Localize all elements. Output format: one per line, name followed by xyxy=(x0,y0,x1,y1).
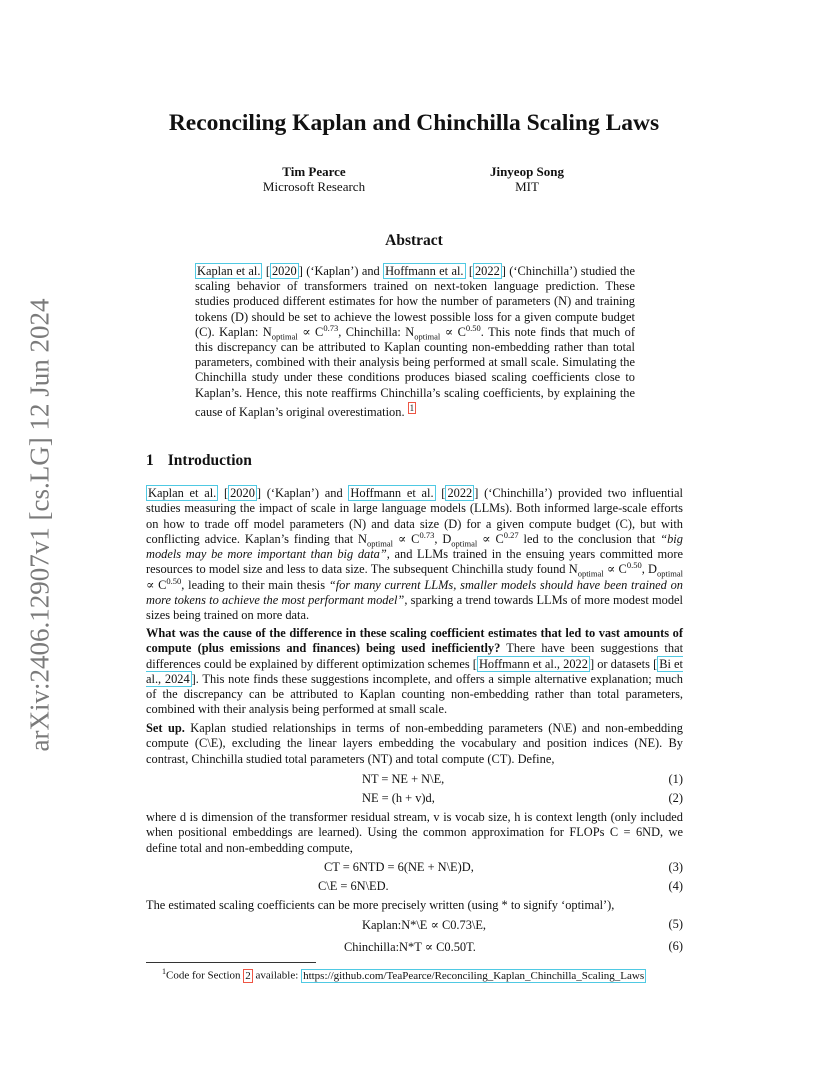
footnote-rule xyxy=(146,962,316,963)
abstract-body: Kaplan et al. [ 2020 ] (‘Kaplan’) and Hoffmann et al. [ 2022 ] (‘Chinchilla’) studied the scaling behavior of transformers trained on next-token language prediction. These studies produced different estimates for how the number of parameters (N) and training tokens (D) should be set to achieve the lowest possible loss for a given compute budget (C). Kaplan: $N_{optimal} \propto C^{0.73}$, Chinchilla: $N_{optimal} \propto C^{0.50}$. This note finds that much of this discrepancy can be attributed to Kaplan counting non-embedding rather than total parameters, combined with their analysis being performed at small scale. Simulating the Chinchilla study under these conditions produces biased scaling coefficients close to Kaplan’s. Hence, this note reaffirms Chinchilla’s scaling coefficients, by explaining the cause of Kaplan’s original overestimation. $^1$ xyxy=(195,264,636,419)
footnote: $^1$Code for Section 2 available: https://github.com/TeaPearce/Reconciling_Kaplan_Chinchilla_Scaling_Laws xyxy=(162,967,645,982)
citation-year-link[interactable]: 2020 xyxy=(271,264,297,278)
equation-number: (1) xyxy=(668,772,683,786)
quote: “big models may be more important than big data” xyxy=(146,531,683,562)
setup-paragraph: Set up. Kaplan studied relationships in terms of non-embedding parameters (N\E) and non-embedding compute (C\E), excluding the linear layers embedding the vocabulary and position indices (NE). By contrast, Chinchilla studied total parameters (NT) and total compute (CT). Define, xyxy=(146,721,683,766)
author-name: Tim Pearce xyxy=(282,164,346,179)
author-block-1 xyxy=(214,164,414,194)
equation-2: NE = (h + v)d, (2) xyxy=(362,791,683,805)
quote: “for many current LLMs, smaller models should have been trained on more tokens to achieve the most performant model” xyxy=(146,577,683,608)
setup-label: Set up. xyxy=(146,721,185,735)
footnote-mark: 1 xyxy=(162,967,166,976)
paragraph-scaling-coeffs: The estimated scaling coefficients can be more precisely written (using * to signify ‘optimal’), xyxy=(146,898,615,912)
citation-year-link[interactable]: 2022 xyxy=(447,486,473,500)
section-heading xyxy=(146,452,252,470)
bold-question: What was the cause of the difference in these scaling coefficient estimates that led to vast amounts of compute (plus emissions and finances) being used inefficiently? xyxy=(146,626,683,656)
citation-year-link[interactable]: 2020 xyxy=(230,486,255,500)
arxiv-identifier: arXiv:2406.12907v1 [cs.LG] 12 Jun 2024 xyxy=(24,298,55,752)
citation-link[interactable]: Hoffmann et al. xyxy=(385,264,464,278)
equation-number: (4) xyxy=(668,879,683,893)
abstract-heading: Abstract xyxy=(385,232,443,249)
paper-title: Reconciling Kaplan and Chinchilla Scaling Laws xyxy=(168,110,660,136)
arxiv-sidebar-stamp xyxy=(18,290,62,760)
citation-link[interactable]: Hoffmann et al., 2022 xyxy=(478,656,588,671)
citation-year-link[interactable]: 2022 xyxy=(474,264,500,278)
section-ref-link[interactable]: 2 xyxy=(245,969,251,982)
equation-4: C\E = 6N\ED. (4) xyxy=(318,879,683,893)
code-url-link[interactable]: https://github.com/TeaPearce/Reconciling_Kaplan_Chinchilla_Scaling_Laws xyxy=(303,969,645,982)
section-title: Introduction xyxy=(167,452,252,469)
intro-paragraph-2: What was the cause of the difference in these scaling coefficient estimates that led to vast amounts of compute (plus emissions and finances) being used inefficiently? There have been suggestions that differences could be explained by different optimization schemes [ Hoffmann et al., 2022 ] or datasets [ Bi et al., 2024 ]. This note finds these suggestions incomplete, and offers a simple alternative explanation; much of the discrepancy can be attributed to Kaplan counting non-embedding rather than total parameters, combined with their analysis being performed at small scale. xyxy=(146,626,684,717)
paragraph-after-eq2: where d is dimension of the transformer residual stream, v is vocab size, h is context length (only included when positional embeddings are learned). Using the common approximation for FLOPs C = 6ND, we define total and non-embedding compute, xyxy=(146,810,683,855)
equation-number: (6) xyxy=(668,939,683,953)
equation-number: (5) xyxy=(668,917,683,931)
citation-link[interactable]: Hoffmann et al. xyxy=(350,486,434,500)
citation-link[interactable]: Kaplan et al. xyxy=(197,264,261,278)
equation-number: (3) xyxy=(668,860,683,874)
footnote-link[interactable]: 1 xyxy=(409,402,415,413)
equation-number: (2) xyxy=(668,791,683,805)
equation-3: CT = 6NTD = 6(NE + N\E)D, (3) xyxy=(324,860,683,874)
author-affiliation: Microsoft Research xyxy=(262,179,366,194)
equation-5: Kaplan:N*\E ∝ C0.73\E, (5) xyxy=(362,917,683,932)
citation-link[interactable]: Bi et al., 2024 xyxy=(146,656,683,686)
equation-6: Chinchilla:N*T ∝ C0.50T. (6) xyxy=(344,939,683,954)
author-name: Jinyeop Song xyxy=(489,164,565,179)
section-number: 1 xyxy=(146,452,154,469)
intro-paragraph-1: Kaplan et al. [ 2020 ] (‘Kaplan’) and Hoffmann et al. [ 2022 ] (‘Chinchilla’) provided two influential studies measuring the impact of scale in large language models (LLMs). Both informed large-scale efforts on how to trade off model parameters (N) and data size (D) for a given compute budget (C), but with conflicting advice. Kaplan’s finding that $N_{optimal} \propto C^{0.73}$, $D_{optimal} \propto C^{0.27}$ led to the conclusion that “big models may be more important than big data”, and LLMs trained in the ensuing years committed more resources to model size and less to data size. The subsequent Chinchilla study found $N_{optimal} \propto C^{0.50}$, $D_{optimal} \propto C^{0.50}$, leading to their main thesis “for many current LLMs, smaller models should have been trained on more tokens to achieve the most performant model”, sparking a trend towards LLMs of more modest model sizes being trained on more data. xyxy=(146,486,683,623)
equation-1: NT = NE + N\E, (1) xyxy=(362,772,683,786)
author-affiliation: MIT xyxy=(515,179,539,194)
author-block-2 xyxy=(427,164,627,194)
citation-link[interactable]: Kaplan et al. xyxy=(148,486,217,500)
